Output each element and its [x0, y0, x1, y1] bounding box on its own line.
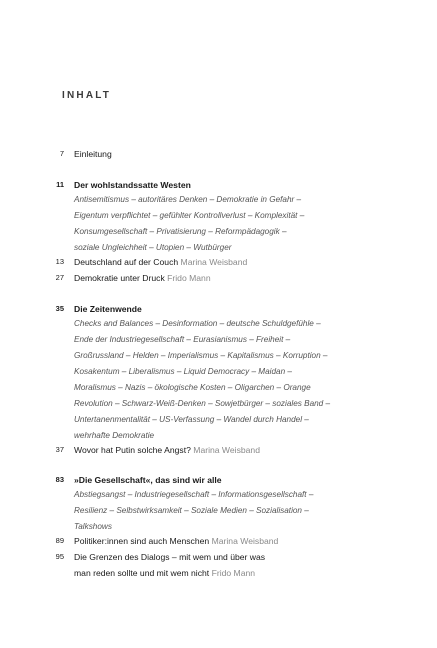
keyword-line: Moralismus – Nazis – ökologische Kosten – Oligarchen – Orange	[74, 383, 311, 392]
entry-title: Demokratie unter Druck Frido Mann	[74, 273, 211, 283]
page-number: 83	[55, 475, 64, 484]
page-number: 95	[55, 552, 64, 561]
page-number: 27	[55, 273, 64, 282]
entry-author: Frido Mann	[167, 273, 211, 283]
keyword-line: Revolution – Schwarz-Weiß-Denken – Sowjetbürger – soziales Band –	[74, 399, 331, 408]
section-title: »Die Gesellschaft«, das sind wir alle	[74, 475, 222, 485]
entry-title: Wovor hat Putin solche Angst? Marina Weisband	[74, 445, 260, 455]
entry-title: Die Grenzen des Dialogs – mit wem und über was	[74, 552, 266, 562]
toc-heading: INHALT	[62, 90, 112, 101]
keyword-line: Kosakentum – Liberalismus – Liquid Democracy – Maidan –	[74, 367, 292, 376]
section-title: Die Zeitenwende	[74, 304, 142, 314]
page-number: 89	[55, 536, 64, 545]
keyword-line: wehrhafte Demokratie	[74, 431, 155, 440]
entry-author: Marina Weisband	[211, 536, 279, 546]
entry-title: Politiker:innen sind auch Menschen Marina Weisband	[74, 536, 279, 546]
keyword-line: Ende der Industriegesellschaft – Eurasianismus – Freiheit –	[74, 335, 291, 344]
keyword-line: Resilienz – Selbstwirksamkeit – Soziale Medien – Sozialisation –	[74, 506, 309, 515]
entry-title-continued: man reden sollte und mit wem nicht Frido Mann	[74, 568, 256, 578]
entry-title: Einleitung	[74, 149, 112, 159]
keyword-line: Konsumgesellschaft – Privatisierung – Reformpädagogik –	[74, 227, 287, 236]
page-number: 13	[55, 257, 64, 266]
section-title: Der wohlstandssatte Westen	[74, 180, 191, 190]
keyword-line: Abstiegsangst – Industriegesellschaft – Informationsgesellschaft –	[74, 490, 314, 499]
entry-author: Frido Mann	[211, 568, 256, 578]
keyword-line: Talkshows	[74, 522, 112, 531]
page-number: 7	[59, 149, 64, 158]
entry-author: Marina Weisband	[193, 445, 260, 455]
keyword-line: Eigentum verpflichtet – gefühlter Kontrollverlust – Komplexität –	[74, 211, 305, 220]
entry-author: Marina Weisband	[180, 257, 248, 267]
entry-title: Deutschland auf der Couch Marina Weisband	[74, 257, 248, 267]
keyword-line: soziale Ungleichheit – Utopien – Wutbürger	[74, 243, 232, 252]
keyword-line: Großrussland – Helden – Imperialismus – Kapitalismus – Korruption –	[74, 351, 328, 360]
keyword-line: Untertanenmentalität – US-Verfassung – Wandel durch Handel –	[74, 415, 309, 424]
page-number: 35	[55, 304, 64, 313]
page-number: 37	[55, 445, 64, 454]
keyword-line: Antisemitismus – autoritäres Denken – Demokratie in Gefahr –	[74, 195, 302, 204]
page-number: 11	[56, 180, 64, 189]
keyword-line: Checks and Balances – Desinformation – deutsche Schuldgefühle –	[74, 319, 321, 328]
